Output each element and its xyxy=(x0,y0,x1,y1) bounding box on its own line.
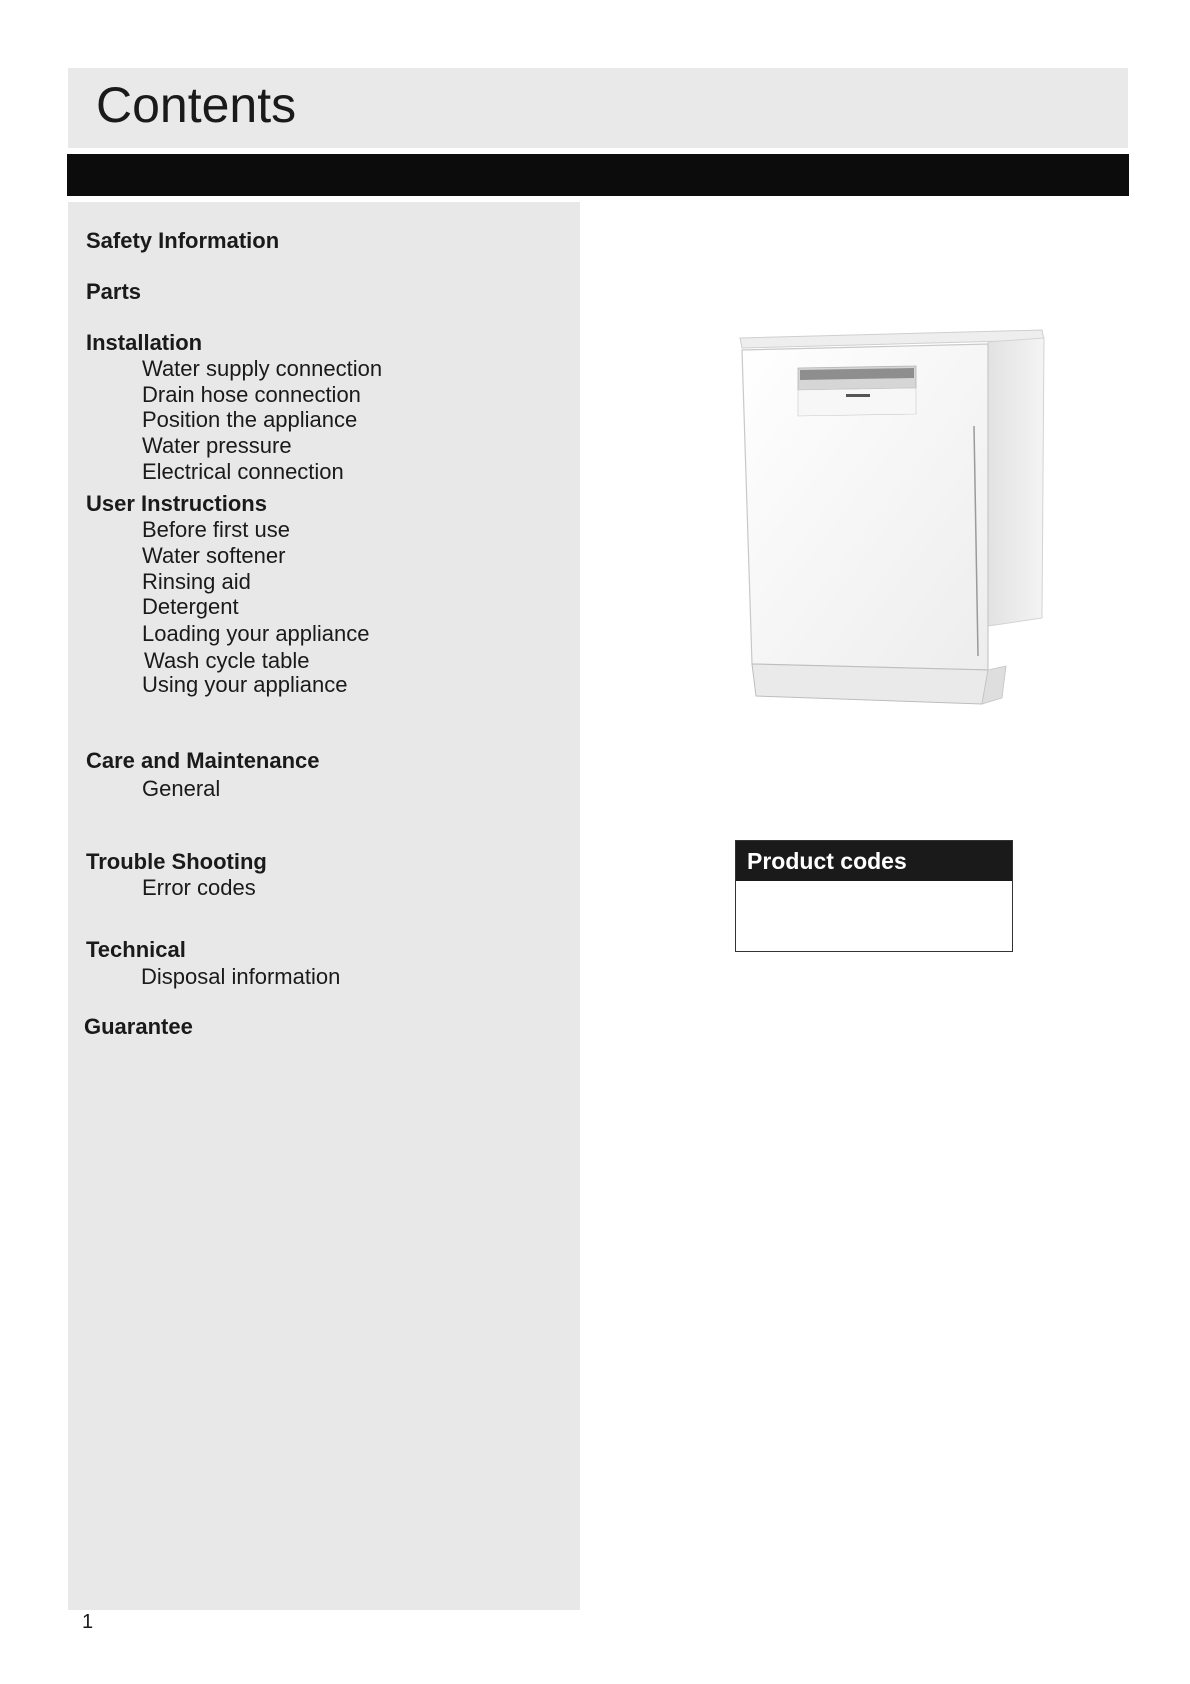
toc-water-softener[interactable]: Water softener xyxy=(142,543,286,568)
dishwasher-product-image xyxy=(706,258,1078,774)
toc-using-appliance[interactable]: Using your appliance xyxy=(142,672,348,697)
toc-water-supply-connection[interactable]: Water supply connection xyxy=(142,356,383,381)
toc-detergent[interactable]: Detergent xyxy=(142,594,239,619)
toc-wash-cycle-table[interactable]: Wash cycle table xyxy=(144,648,310,673)
header-divider-bar xyxy=(67,154,1129,196)
toc-user-instructions[interactable]: User Instructions xyxy=(86,491,267,516)
toc-loading-appliance[interactable]: Loading your appliance xyxy=(142,621,370,646)
toc-safety-information[interactable]: Safety Information xyxy=(86,228,280,253)
toc-guarantee[interactable]: Guarantee xyxy=(84,1014,193,1039)
toc-general[interactable]: General xyxy=(142,776,221,801)
toc-trouble-shooting[interactable]: Trouble Shooting xyxy=(86,849,267,874)
toc-care-maintenance[interactable]: Care and Maintenance xyxy=(86,748,320,773)
toc-before-first-use[interactable]: Before first use xyxy=(142,517,290,542)
toc-water-pressure[interactable]: Water pressure xyxy=(142,433,292,458)
toc-parts[interactable]: Parts xyxy=(86,279,142,304)
toc-technical[interactable]: Technical xyxy=(86,937,186,962)
toc-position-appliance[interactable]: Position the appliance xyxy=(142,407,358,432)
product-codes-box xyxy=(735,840,1013,952)
toc-disposal-information[interactable]: Disposal information xyxy=(141,964,341,989)
table-of-contents xyxy=(68,202,580,1610)
toc-error-codes[interactable]: Error codes xyxy=(142,875,256,900)
product-codes-heading: Product codes xyxy=(736,841,1012,881)
page-title: Contents xyxy=(96,77,297,133)
title-band xyxy=(68,68,1128,148)
toc-installation[interactable]: Installation xyxy=(86,330,203,355)
page-number: 1 xyxy=(82,1611,94,1633)
toc-rinsing-aid[interactable]: Rinsing aid xyxy=(142,569,251,594)
toc-electrical-connection[interactable]: Electrical connection xyxy=(142,459,344,484)
toc-drain-hose-connection[interactable]: Drain hose connection xyxy=(142,382,361,407)
